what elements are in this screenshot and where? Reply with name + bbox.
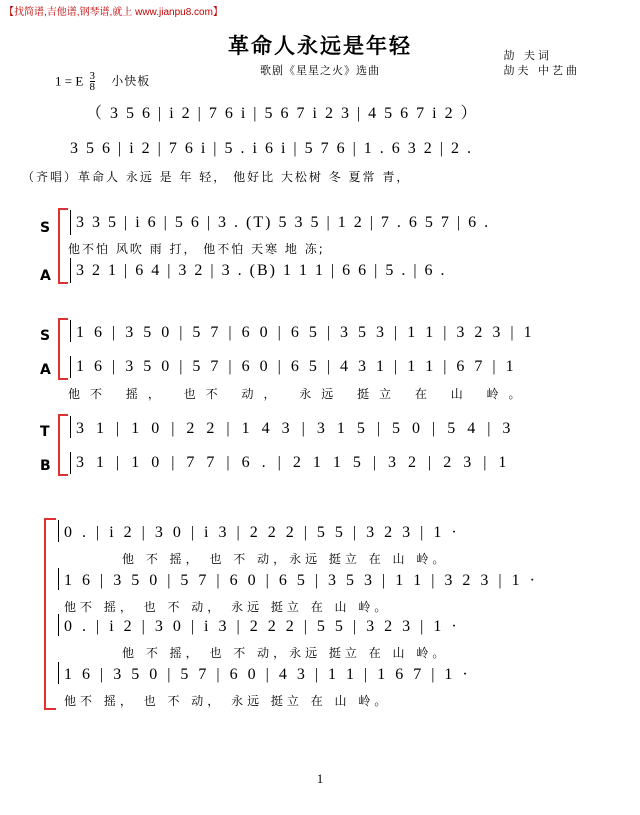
- staff-bar-final-1: [58, 520, 59, 542]
- final4-lyrics: 他不 摇， 也 不 动， 永远 挺立 在 山 岭。: [64, 694, 391, 708]
- intro-notes: （ 3 5 6 | i 2 | 7 6 i | 5 6 7 i 2 3 | 4 5 6 7 i 2 ）: [86, 105, 479, 122]
- time-signature: [90, 71, 96, 92]
- sa2-soprano-notes: 1 6 | 3 5 0 | 5 7 | 6 0 | 6 5 | 3 5 3 | 1 1 | 3 2 3 | 1: [76, 324, 535, 341]
- time-signature-numerator: 3: [89, 70, 96, 82]
- page-number: 1: [316, 771, 324, 786]
- page-subtitle: 歌剧《星星之火》选曲: [260, 64, 380, 77]
- final1-lyrics: 他 不 摇， 也 不 动，永远 挺立 在 山 岭。: [122, 552, 449, 566]
- brace-tb-2-top: [58, 414, 68, 416]
- brace-final-bottom: [44, 708, 56, 710]
- final3-notes: 0 . | i 2 | 3 0 | i 3 | 2 2 2 | 5 5 | 3 2 3 | 1 ·: [64, 618, 460, 635]
- sa2-alto-notes: 1 6 | 3 5 0 | 5 7 | 6 0 | 6 5 | 4 3 1 | 1 1 | 6 7 | 1: [76, 358, 517, 375]
- final2-notes: 1 6 | 3 5 0 | 5 7 | 6 0 | 6 5 | 3 5 3 | 1 1 | 3 2 3 | 1 ·: [64, 572, 538, 589]
- tb2-bass-notes: 3 1 | 1 0 | 7 7 | 6 . | 2 1 1 5 | 3 2 | 2 3 | 1: [76, 454, 511, 471]
- brace-tb-2-bottom: [58, 474, 68, 476]
- brace-sa-2-bottom: [58, 378, 68, 380]
- staff-bar-sa2-a: [70, 356, 71, 378]
- final1-notes: 0 . | i 2 | 3 0 | i 3 | 2 2 2 | 5 5 | 3 2 3 | 1 ·: [64, 524, 460, 541]
- staff-bar-final-3: [58, 614, 59, 636]
- staff-bar-sa1-s: [70, 210, 71, 235]
- staff-bar-tb2-t: [70, 416, 71, 438]
- brace-final-top: [44, 518, 56, 520]
- staff-bar-tb2-b: [70, 452, 71, 474]
- part-label-alto-1: A: [40, 268, 51, 284]
- staff-bar-sa2-s: [70, 320, 71, 342]
- credits-lyricist: 劼 夫词: [503, 49, 552, 62]
- sa1-soprano-notes: 3 3 5 | i 6 | 5 6 | 3 . (T) 5 3 5 | 1 2 | 7 . 6 5 7 | 6 .: [76, 214, 491, 231]
- brace-sa-1-bottom: [58, 282, 68, 284]
- part-label-soprano-1: S: [40, 220, 51, 236]
- staff-bar-final-4: [58, 662, 59, 684]
- final4-notes: 1 6 | 3 5 0 | 5 7 | 6 0 | 4 3 | 1 1 | 1 6 7 | 1 ·: [64, 666, 471, 683]
- tb2-tenor-notes: 3 1 | 1 0 | 2 2 | 1 4 3 | 3 1 5 | 5 0 | 5 4 | 3: [76, 420, 515, 437]
- verse1-notes: 3 5 6 | i 2 | 7 6 i | 5 . i 6 i | 5 7 6 | 1 . 6 3 2 | 2 .: [70, 140, 473, 157]
- credits: [504, 48, 581, 78]
- part-label-bass-2: B: [40, 458, 51, 474]
- final2-lyrics: 他不 摇， 也 不 动， 永远 挺立 在 山 岭。: [64, 600, 391, 614]
- sa2-lyrics: 他不 摇， 也不 动， 永远 挺立 在 山 岭。: [68, 387, 531, 401]
- brace-sa-1: [58, 208, 60, 284]
- part-label-soprano-2: S: [40, 328, 51, 344]
- part-label-tenor-2: T: [40, 424, 50, 440]
- page-title: 革命人永远是年轻: [228, 34, 412, 58]
- brace-sa-2: [58, 318, 60, 380]
- key-signature-line: [55, 72, 150, 93]
- staff-bar-sa1-a: [70, 258, 71, 283]
- credits-composer: 劼夫 中艺曲: [503, 64, 580, 77]
- verse1-lyrics: （齐唱）革命人 永远 是 年 轻， 他好比 大松树 冬 夏常 青，: [22, 170, 411, 184]
- key-signature: 1 = E: [55, 73, 84, 89]
- brace-sa-1-top: [58, 208, 68, 210]
- part-label-alto-2: A: [40, 362, 51, 378]
- time-signature-denominator: 8: [89, 81, 96, 93]
- sa1-lyrics: 他不怕 风吹 雨 打， 他不怕 天寒 地 冻;: [68, 242, 325, 256]
- staff-bar-final-2: [58, 568, 59, 590]
- tempo-marking: 小快板: [111, 74, 151, 89]
- sa1-alto-notes: 3 2 1 | 6 4 | 3 2 | 3 . (B) 1 1 1 | 6 6 | 5 . | 6 .: [76, 262, 447, 279]
- final3-lyrics: 他 不 摇， 也 不 动，永远 挺立 在 山 岭。: [122, 646, 449, 660]
- brace-final: [44, 518, 46, 710]
- brace-sa-2-top: [58, 318, 68, 320]
- site-watermark: 【找简谱,吉他谱,钢琴谱,就上 www.jianpu8.com】: [4, 7, 223, 18]
- brace-tb-2: [58, 414, 60, 476]
